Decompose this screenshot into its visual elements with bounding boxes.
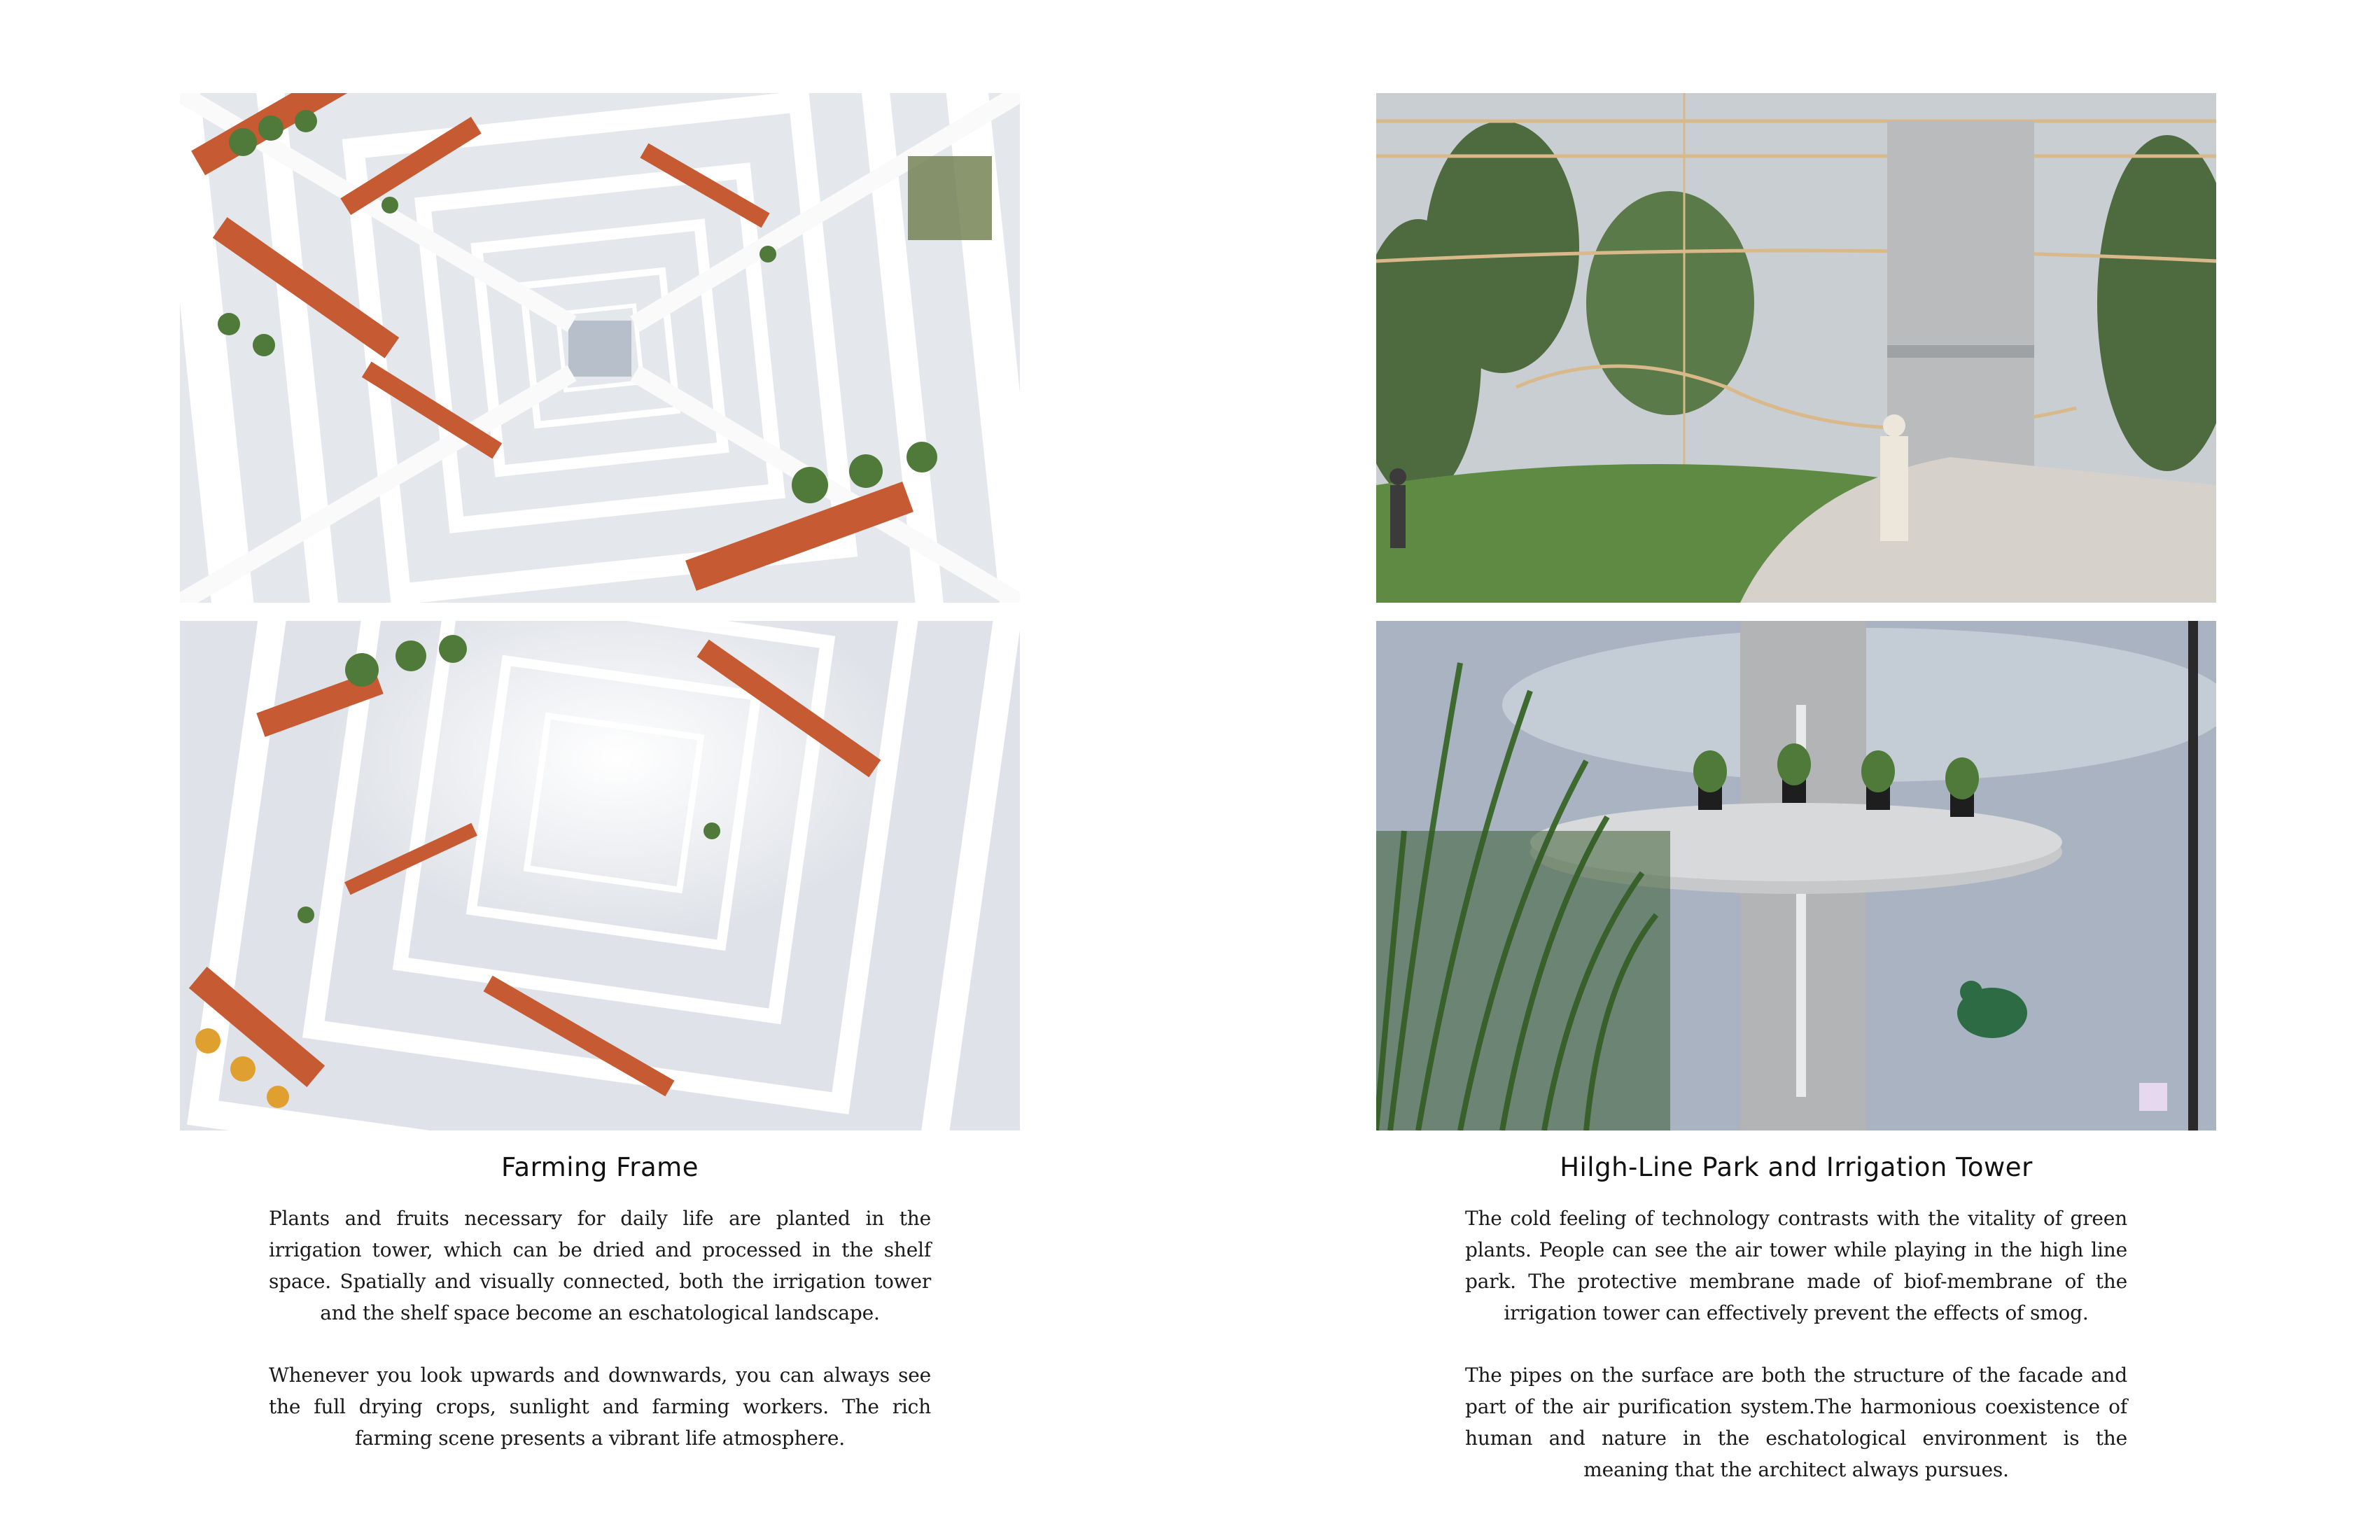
paragraph-text: The pipes on the surface are both the structure of the facade and part of the air purification system.The harmonious coexistence of human and nature in the eschatological environment is the meaning that the architect always pursues. [1465, 1364, 2127, 1481]
farming-frame-bottom-render [180, 621, 1020, 1130]
paragraph-text: The cold feeling of technology contrasts with the vitality of green plants. People can see the air tower while playing in the high line park. The protective membrane made of biof-membrane of the irrigation tower can effectively prevent the effects of smog. [1465, 1207, 2127, 1324]
right-column [1376, 0, 2216, 1540]
farming-frame-paragraph-1 [269, 1203, 931, 1329]
farming-frame-top-render [180, 93, 1020, 603]
high-line-park-title: Hilgh-Line Park and Irrigation Tower [1560, 1152, 2033, 1182]
high-line-park-paragraph-2 [1465, 1359, 2127, 1485]
high-line-park-paragraph-1 [1465, 1203, 2127, 1329]
farming-frame-title: Farming Frame [501, 1152, 699, 1182]
paragraph-text: Whenever you look upwards and downwards, you can always see the full drying crops, sunlight and farming workers. The rich farming scene presents a vibrant life atmosphere. [269, 1364, 931, 1450]
left-column [180, 0, 1020, 1540]
farming-frame-paragraph-2 [269, 1359, 931, 1454]
paragraph-text: Plants and fruits necessary for daily life are planted in the irrigation tower, which can be dried and processed in the shelf space. Spatially and visually connected, both the irrigation tower and the shelf space become an eschatological landscape. [269, 1207, 931, 1324]
high-line-park-render [1376, 93, 2216, 603]
irrigation-tower-render [1376, 621, 2216, 1130]
